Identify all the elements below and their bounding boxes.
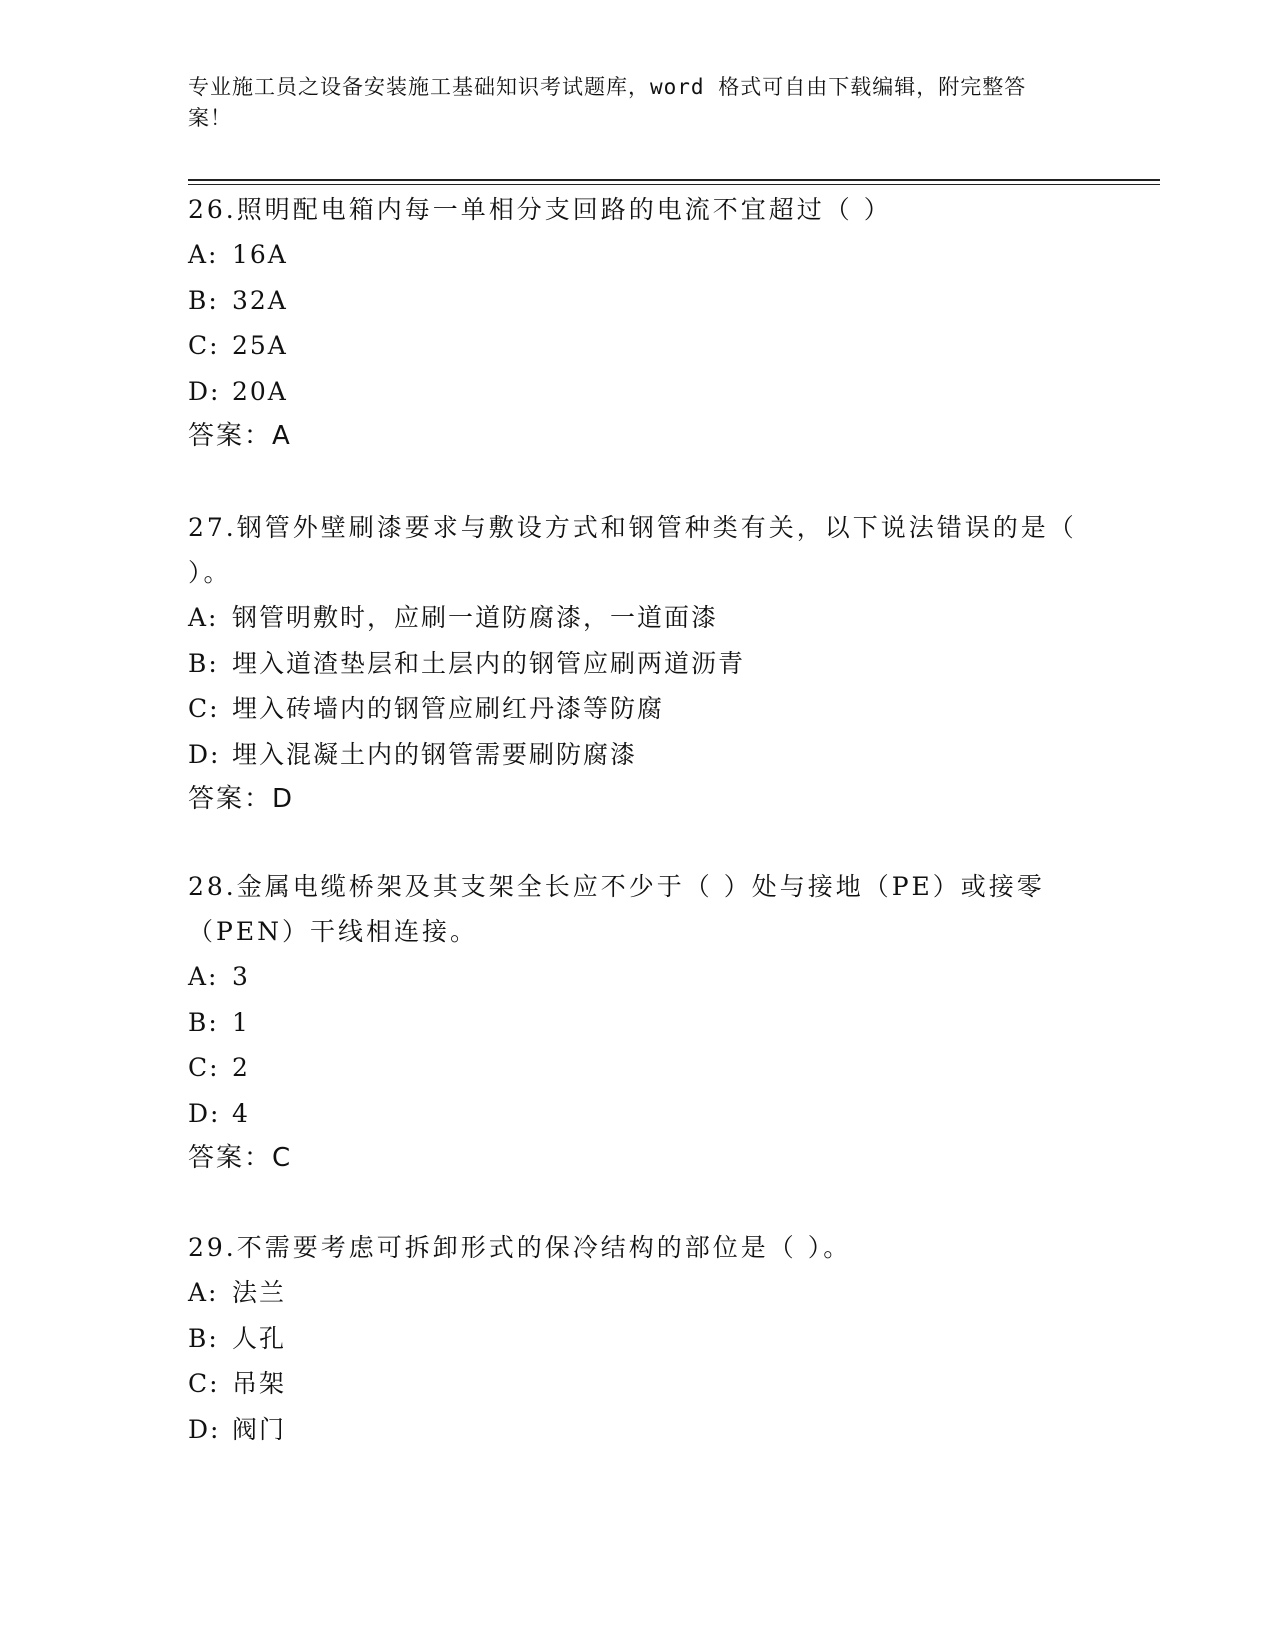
option-key: A: [188,603,219,632]
question-26 [188,187,1088,459]
option-text: 16A [232,240,288,269]
option-text: 埋入道渣垫层和土层内的钢管应刷两道沥青 [232,648,746,678]
option-a [188,1270,1088,1316]
option-text: 1 [232,1007,250,1037]
option-text: 20A [232,376,288,406]
option-text: 法兰 [232,1278,287,1307]
question-stem: 27.钢管外壁刷漆要求与敷设方式和钢管种类有关，以下说法错误的是（ ）。 [188,513,1077,587]
option-text: 埋入砖墙内的钢管应刷红丹漆等防腐 [232,694,665,723]
option-key: B: [188,648,219,678]
option-d [188,1091,1088,1137]
answer-line: 答案：A [188,421,292,451]
option-text: 吊架 [232,1369,287,1398]
option-text: 钢管明敷时，应刷一道防腐漆，一道面漆 [232,603,719,632]
option-key: B: [188,1007,219,1037]
option-key: C: [188,694,220,723]
option-a [188,232,1088,278]
option-c [188,1361,1088,1407]
option-b [188,641,1088,687]
option-text: 32A [232,285,288,315]
option-b [188,1316,1088,1362]
question-29 [188,1225,1088,1452]
option-b [188,1000,1088,1046]
header-divider-thin [188,184,1160,185]
question-stem: 28.金属电缆桥架及其支架全长应不少于（ ）处与接地（PE）或接零（PEN）干线相连接。 [188,872,1045,946]
option-key: D: [188,739,221,769]
option-key: C: [188,331,220,360]
option-text: 人孔 [232,1323,287,1353]
question-27 [188,505,1088,822]
option-key: A: [188,962,219,991]
answer-line: 答案：C [188,1143,293,1173]
option-text: 4 [232,1098,250,1128]
header-divider-thick [188,179,1160,181]
option-key: A: [188,240,219,269]
option-key: D: [188,1414,221,1444]
option-d [188,732,1088,778]
question-stem: 26.照明配电箱内每一单相分支回路的电流不宜超过（ ） [188,195,892,224]
option-key: C: [188,1053,220,1082]
option-key: D: [188,376,221,406]
option-key: B: [188,285,219,315]
question-28 [188,864,1088,1181]
option-key: C: [188,1369,220,1398]
document-intro: 专业施工员之设备安装施工基础知识考试题库，word 格式可自由下载编辑，附完整答案！ [188,75,1027,130]
option-key: B: [188,1323,219,1353]
option-c [188,323,1088,369]
option-text: 阀门 [232,1414,287,1444]
option-text: 埋入混凝土内的钢管需要刷防腐漆 [232,739,638,769]
option-d [188,369,1088,415]
option-text: 3 [232,962,250,991]
option-key: A: [188,1278,219,1307]
option-a [188,595,1088,641]
option-text: 2 [232,1053,250,1082]
option-a [188,954,1088,1000]
option-c [188,1045,1088,1091]
answer-line: 答案：D [188,784,295,814]
question-stem: 29.不需要考虑可拆卸形式的保冷结构的部位是（ ）。 [188,1233,852,1262]
option-key: D: [188,1098,221,1128]
option-c [188,686,1088,732]
option-text: 25A [232,331,288,360]
option-d [188,1407,1088,1453]
option-b [188,278,1088,324]
